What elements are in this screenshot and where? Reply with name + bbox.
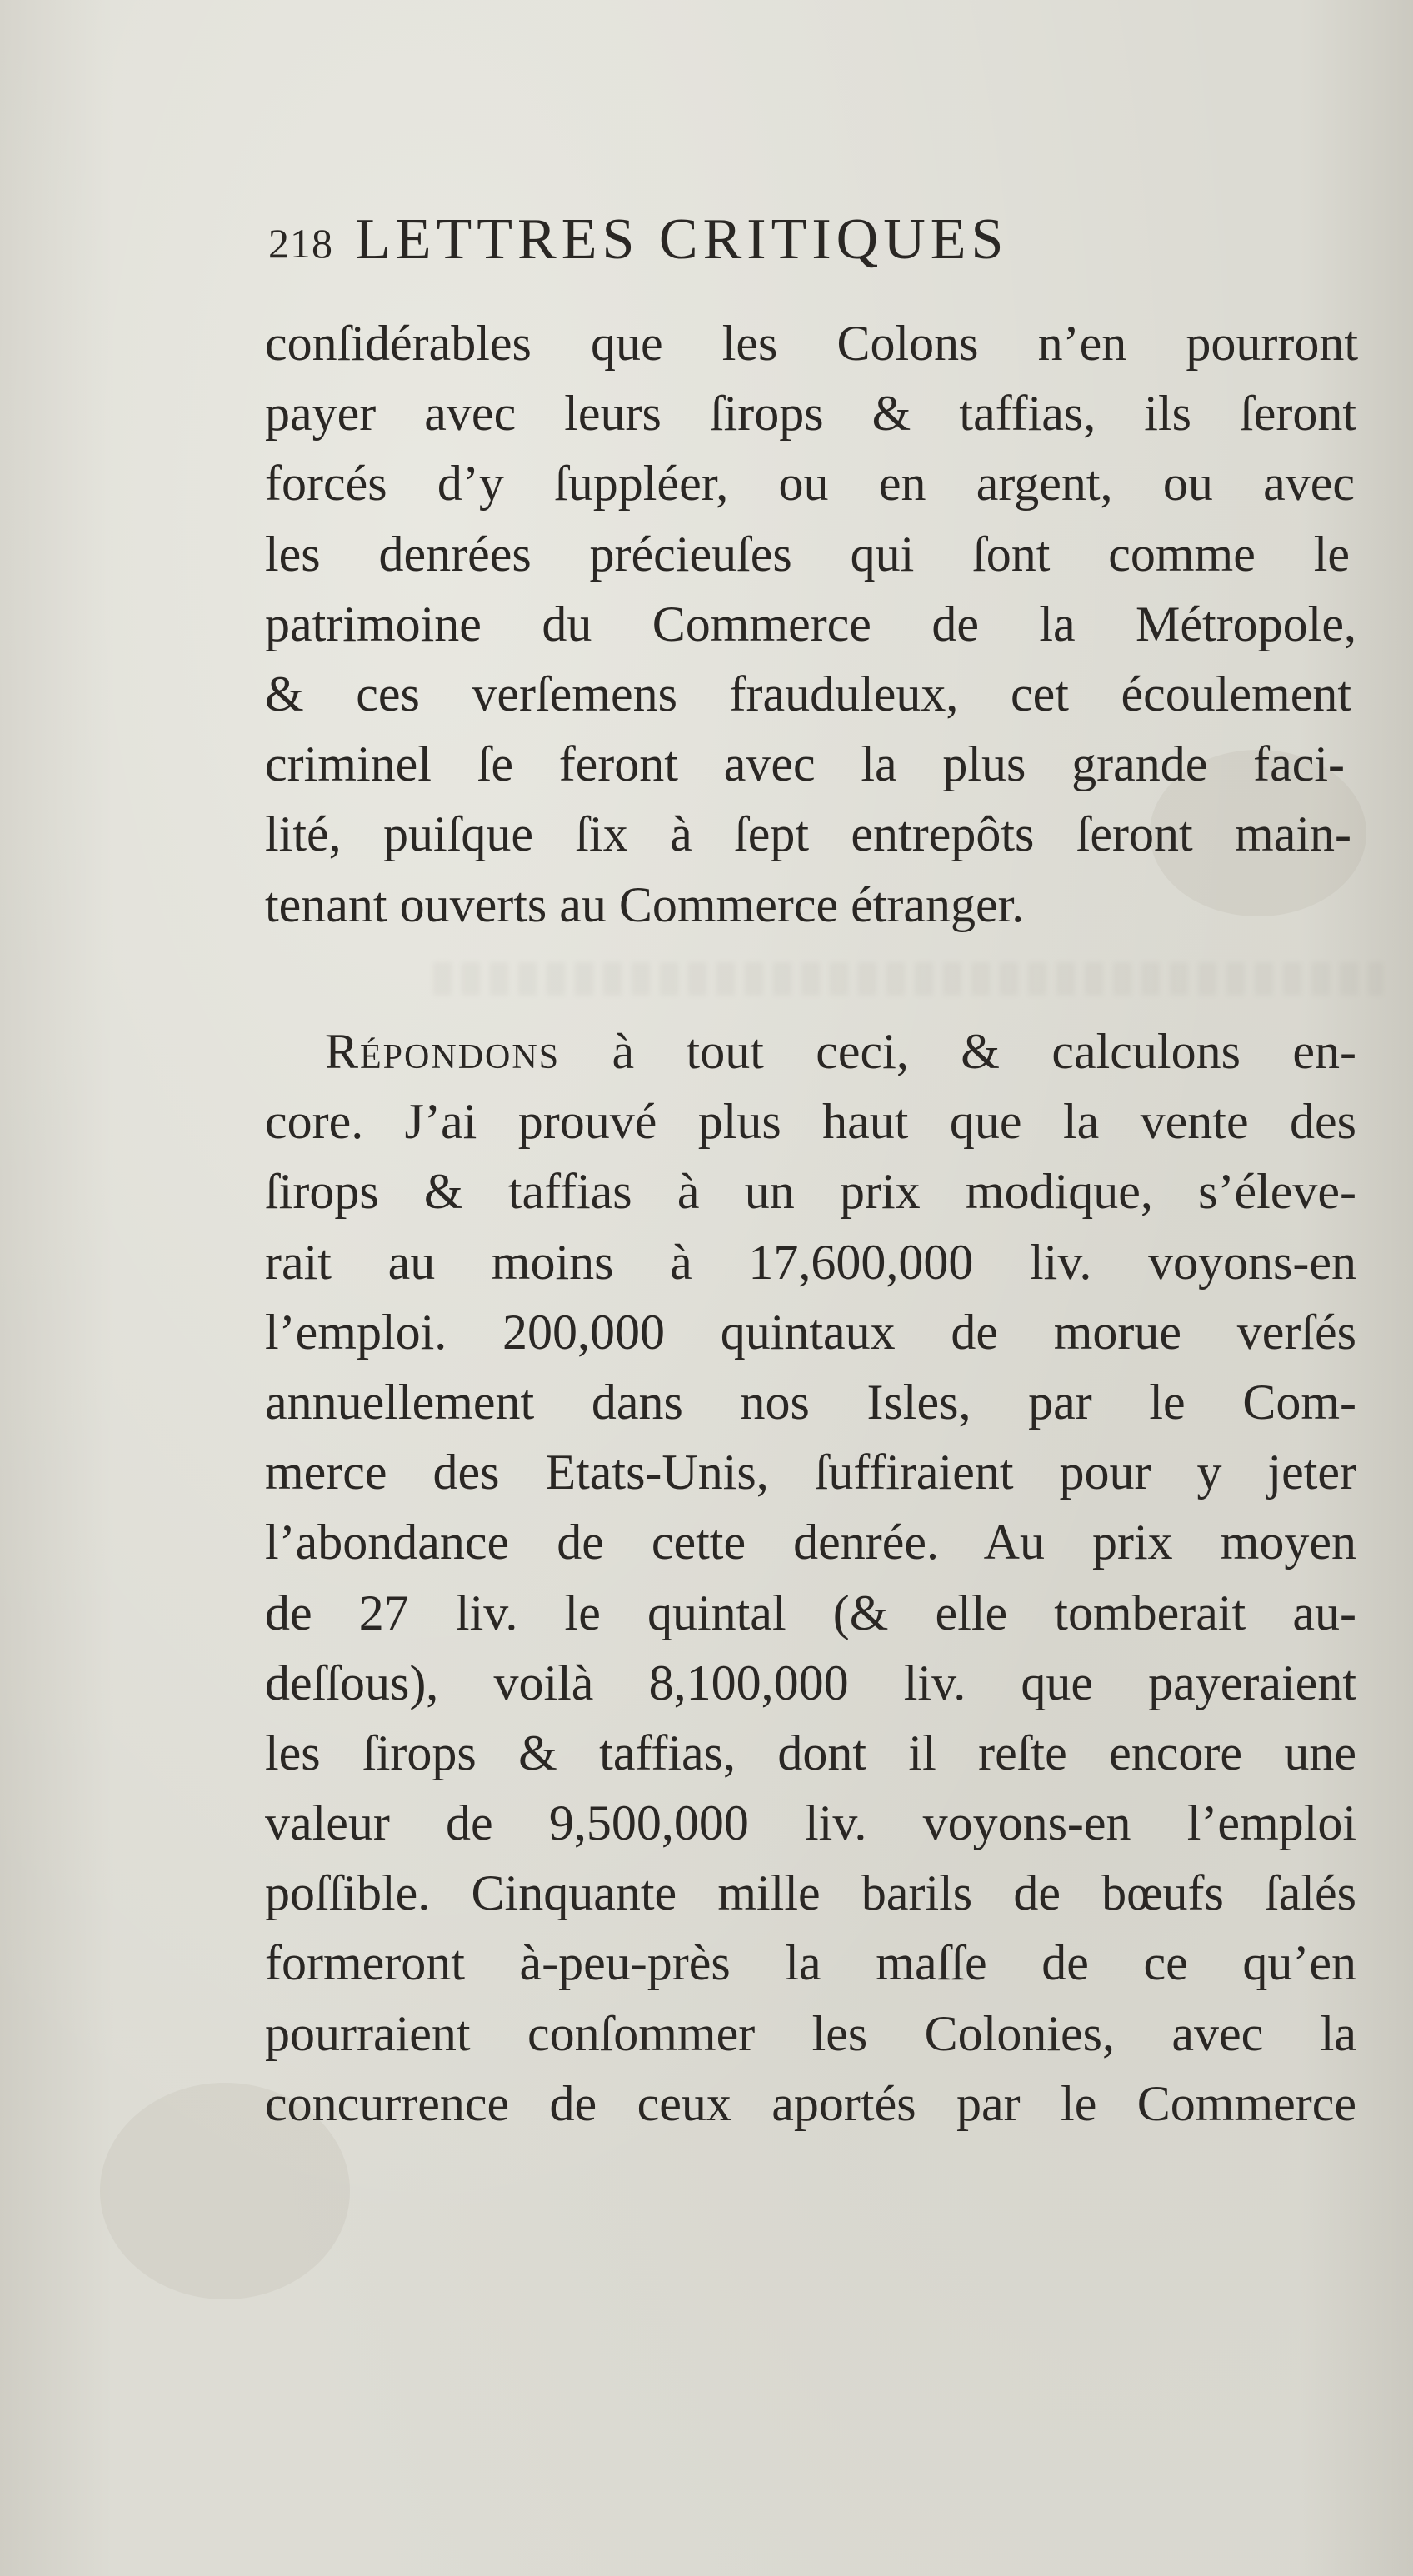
text-line: l’emploi. 200,000 quintaux de morue verſés [265,1304,1356,1360]
text-line: ſirops & taffias à un prix modique, s’éleve- [265,1164,1356,1220]
paragraph-1 [265,308,1358,940]
text-line: core. J’ai prouvé plus haut que la vente des [265,1094,1356,1150]
text-line: conſidérables que les Colons n’en pourront [265,316,1358,371]
text-line: rait au moins à 17,600,000 liv. voyons-en [265,1234,1356,1290]
running-head: LETTRES CRITIQUES [355,207,1009,272]
bleed-through-text [433,962,1383,996]
text-line: concurrence de ceux aportés par le Commerce [265,2075,1356,2131]
text-line: payer avec leurs ſirops & taffias, ils ſeront [265,386,1356,442]
text-line: poſſible. Cinquante mille barils de bœufs ſalés [265,1865,1356,1921]
text-line: de 27 liv. le quintal (& elle tomberait au- [265,1585,1356,1640]
text-line: merce des Etats-Unis, ſuffiraient pour y jeter [265,1445,1356,1500]
text-line: tenant ouverts au Commerce étranger. [265,876,1025,932]
text-line: & ces verſemens frauduleux, cet écoulement [265,666,1351,721]
text-line: lité, puiſque ſix à ſept entrepôts ſeront main- [265,806,1351,862]
text-line: formeront à-peu-près la maſſe de ce qu’en [265,1935,1356,1991]
text-line: l’abondance de cette denrée. Au prix moyen [265,1515,1356,1570]
text-line: forcés d’y ſuppléer, ou en argent, ou avec [265,456,1355,512]
page-header [268,190,1235,273]
opening-word: Répondons [325,1024,561,1079]
text-line-first [265,1016,1356,1086]
text-line: les ſirops & taffias, dont il reſte encore une [265,1725,1356,1780]
text-line: criminel ſe feront avec la plus grande faci- [265,736,1345,792]
first-line-rest: à tout ceci, & calculons en- [560,1024,1356,1079]
page-number: 218 [268,220,333,267]
text-line: annuellement dans nos Isles, par le Com- [265,1374,1356,1430]
text-line: les denrées précieuſes qui ſont comme le [265,526,1350,582]
text-line: deſſous), voilà 8,100,000 liv. que payeraient [265,1655,1356,1710]
paragraph-2 [265,1016,1358,2139]
text-line: valeur de 9,500,000 liv. voyons-en l’emploi [265,1795,1356,1851]
text-line: patrimoine du Commerce de la Métropole, [265,596,1356,651]
text-line: pourraient conſommer les Colonies, avec la [265,2005,1356,2061]
